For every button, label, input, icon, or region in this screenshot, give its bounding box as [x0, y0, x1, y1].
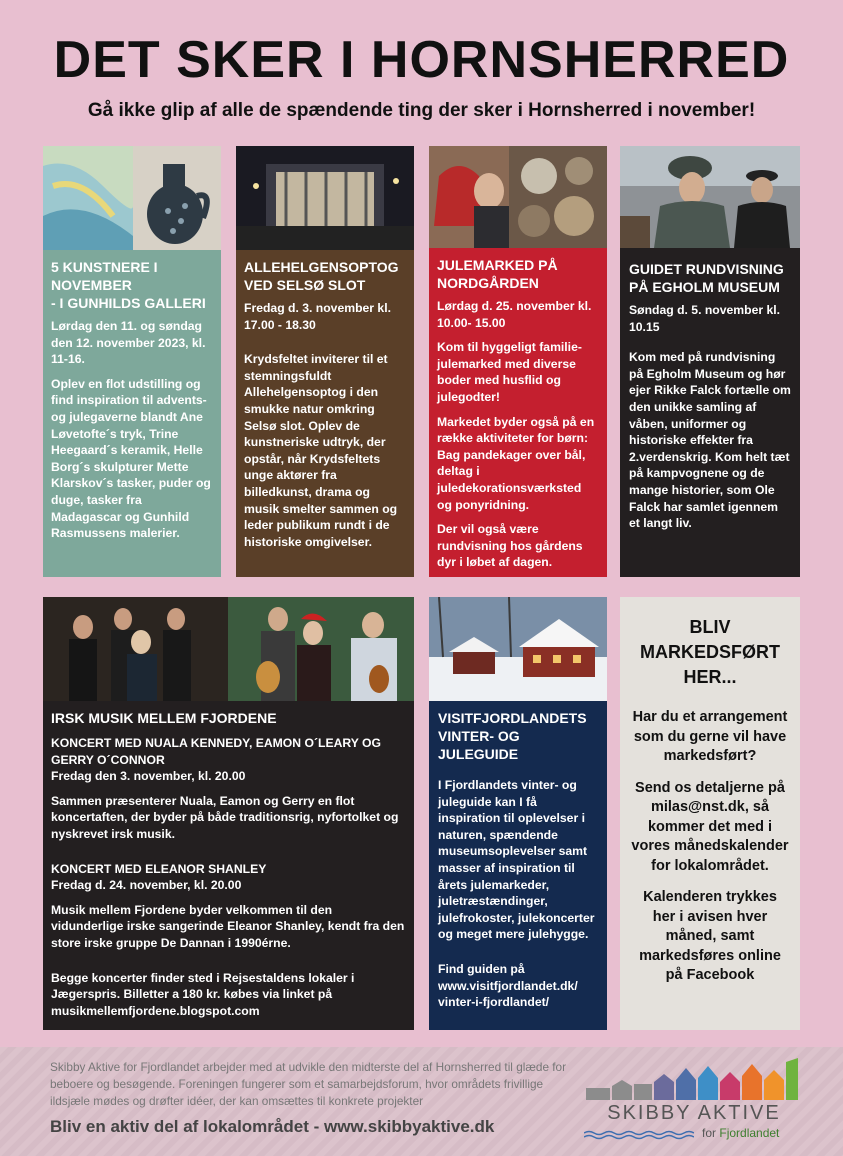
ad-text: Send os detaljerne på milas@nst.dk, så kommer det med i vores månedskalender for lokalområdet. [631, 779, 789, 874]
ad-heading: BLIV MARKEDSFØRT HER... [640, 617, 780, 687]
concert-heading: KONCERT MED ELEANOR SHANLEY [51, 861, 267, 876]
card-title: JULEMARKED PÅ NORDGÅRDEN [437, 257, 558, 291]
artwork-photo [43, 146, 221, 250]
card-title: ALLEHELGENSOPTOG VED SELSØ SLOT [244, 259, 399, 293]
card-description: Der vil også være rundvisning hos gårdens dyr i løbet af dagen. [437, 522, 583, 570]
card-date: Fredag d. 3. november kl. 17.00 - 18.30 [244, 301, 391, 332]
event-card-irsk-musik [43, 597, 414, 1030]
event-card-juleguide [429, 597, 607, 1030]
card-description: Krydsfeltet inviterer til et stemningsfuldt Allehelgensoptog i den smukke natur omkring Selsø slot. Oplev de kunstneriske udtryk, der opstår, når Krydsfeltets unge aktører fra billedkunst, drama og musik smelter sammen og leder publikum rundt i de historiske omgivelser. [244, 352, 398, 549]
concert-date: Fredag den 3. november, kl. 20.00 [51, 769, 246, 784]
skyline-icon [584, 1058, 804, 1102]
footer-blurb: Skibby Aktive for Fjordlandet arbejder med at udvikle den midterste del af Hornsherred til glæde for beboere og besøgende. Foreningen fungerer som et samarbejdsforum, hvor områdets frivillige ildsjæle mødes og drøfter idéer, der kan omsættes til konkrete projekter [50, 1060, 567, 1108]
wave-icon [584, 1130, 694, 1140]
event-card-nordgaarden [429, 146, 607, 577]
card-date: Lørdag den 11. og søndag den 12. november 2023, kl. 11-16. [51, 319, 206, 367]
concert-footer: Begge koncerter finder sted i Rejsestaldens lokaler i Jægerspris. Billetter a 180 kr. købes via linket på musikmellemfjordene.blogspot.com [51, 970, 355, 1018]
event-card-egholm-museum [620, 146, 800, 577]
card-date: Lørdag d. 25. november kl. 10.00- 15.00 [437, 299, 592, 330]
card-title: IRSK MUSIK MELLEM FJORDENE [51, 710, 277, 726]
event-card-gunhilds-galleri [43, 146, 221, 577]
card-title: VISITFJORDLANDETS VINTER- OG JULEGUIDE [438, 710, 587, 762]
card-description: Kom med på rundvisning på Egholm Museum og hør ejer Rikke Falck fortælle om den unikke samling af våben, uniformer og historiske effekter fra 2.verdenskrig. Kom helt tæt på kampvognene og de mange historier, som Ole Falck har samlet igennem et langt liv. [629, 350, 791, 531]
page-title: DET SKER I HORNSHERRED [53, 31, 790, 89]
guide-link[interactable]: Find guiden på www.visitfjordlandet.dk/ vinter-i-fjordlandet/ [438, 961, 578, 1010]
guide-description: I Fjordlandets vinter- og juleguide kan I få inspiration til oplevelser i naturen, spændende museumsoplevelser samt masser af inspiration til årets julemarkeder, juletræstændinger, julefrokoster, julekoncerter og meget mere julehygge. [438, 778, 595, 942]
concert-date: Fredag d. 24. november, kl. 20.00 [51, 878, 242, 893]
card-description: Kom til hyggeligt familie-julemarked med diverse boder med husflid og julegodter! [437, 340, 582, 404]
card-title: 5 KUNSTNERE I NOVEMBER - I GUNHILDS GALLERI [51, 259, 206, 311]
logo-subtitle: for Fjordlandet [702, 1126, 780, 1140]
skibby-aktive-logo [584, 1058, 804, 1148]
concert-description: Sammen præsenterer Nuala, Eamon og Gerry en flot koncertaften, der byder på både traditionsrig, nyfortolket og nyskrevet irsk musik. [51, 793, 399, 841]
card-title: GUIDET RUNDVISNING PÅ EGHOLM MUSEUM [629, 261, 784, 295]
card-date: Søndag d. 5. november kl. 10.15 [629, 303, 781, 334]
ad-text: Har du et arrangement som du gerne vil have markedsført? [632, 709, 788, 764]
card-description: Markedet byder også på en række aktiviteter for børn: Bag pandekager over bål, deltag i juledekorationsværksted og ponyridning. [437, 414, 595, 512]
concert-description: Musik mellem Fjordene byder velkommen til den vidunderlige irske sangerinde Eleanor Shanley, kendt fra den store irske gruppe De Dannan i 1990érne. [51, 902, 405, 950]
procession-photo [236, 146, 414, 250]
concert-heading: KONCERT MED NUALA KENNEDY, EAMON O´LEARY OG GERRY O´CONNOR [51, 736, 381, 767]
page-subtitle: Gå ikke glip af alle de spændende ting der sker i Hornsherred i november! [87, 100, 756, 121]
market-photo [429, 146, 607, 248]
card-description: Oplev en flot udstilling og find inspiration til advents- og julegaverne blandt Ane Løvetofte´s tryk, Trine Heegaard´s keramik, Helle Borg´s skulpturer Mette Klarskov´s tasker, puder og duge, tasker fra Madagascar og Gunhild Rasmussens malerier. [51, 376, 211, 541]
musicians-photo [43, 597, 414, 701]
marketing-ad-box [620, 597, 800, 1030]
museum-photo [620, 146, 800, 248]
footer-cta[interactable]: Bliv en aktiv del af lokalområdet - www.skibbyaktive.dk [50, 1117, 495, 1136]
logo-wordmark: SKIBBY AKTIVE [607, 1102, 781, 1124]
winter-photo [429, 597, 607, 701]
ad-text: Kalenderen trykkes her i avisen hver måned, samt markedsføres online på Facebook [639, 889, 781, 983]
event-card-selso-slot [236, 146, 414, 577]
